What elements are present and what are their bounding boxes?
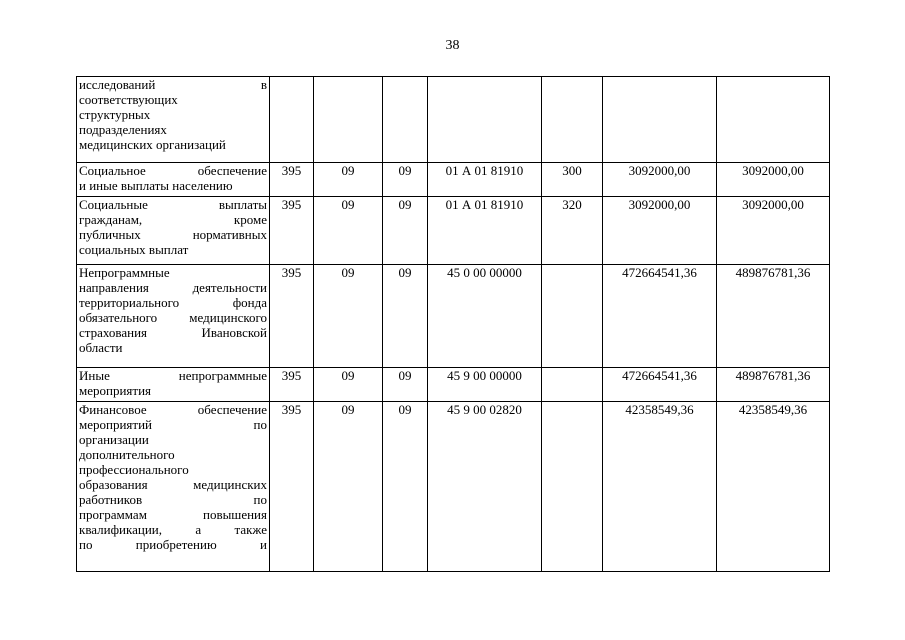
target-code-cell bbox=[428, 77, 542, 163]
amount-year1-cell: 3092000,00 bbox=[603, 197, 717, 265]
target-code-cell: 01 А 01 81910 bbox=[428, 163, 542, 197]
name-line: квалификации, а также bbox=[79, 522, 267, 537]
section-cell: 09 bbox=[314, 197, 383, 265]
section-cell bbox=[314, 77, 383, 163]
name-line: профессионального bbox=[79, 462, 189, 477]
section-cell: 09 bbox=[314, 402, 383, 572]
amount-year1-cell: 3092000,00 bbox=[603, 163, 717, 197]
amount-year2-cell bbox=[717, 77, 830, 163]
name-line: Непрограммные bbox=[79, 265, 170, 280]
target-code-cell: 45 9 00 02820 bbox=[428, 402, 542, 572]
name-line: области bbox=[79, 340, 123, 355]
name-line: мероприятий по bbox=[79, 417, 267, 432]
subsection-cell bbox=[383, 77, 428, 163]
name-line: по приобретению и bbox=[79, 537, 267, 552]
table-body bbox=[77, 77, 830, 572]
name-line: исследований в bbox=[79, 77, 267, 92]
name-line: Социальные выплаты bbox=[79, 197, 267, 212]
subsection-cell: 09 bbox=[383, 402, 428, 572]
name-line: программам повышения bbox=[79, 507, 267, 522]
subsection-cell: 09 bbox=[383, 163, 428, 197]
name-line: обязательного медицинского bbox=[79, 310, 267, 325]
amount-year1-cell: 472664541,36 bbox=[603, 265, 717, 368]
expense-type-cell bbox=[542, 368, 603, 402]
name-line: гражданам, кроме bbox=[79, 212, 267, 227]
name-line: страхования Ивановской bbox=[79, 325, 267, 340]
table-row bbox=[77, 163, 830, 197]
name-line: социальных выплат bbox=[79, 242, 189, 257]
name-line: Финансовое обеспечение bbox=[79, 402, 267, 417]
amount-year1-cell: 42358549,36 bbox=[603, 402, 717, 572]
section-cell: 09 bbox=[314, 265, 383, 368]
name-line: медицинских организаций bbox=[79, 137, 226, 152]
amount-year2-cell: 489876781,36 bbox=[717, 265, 830, 368]
target-code-cell: 01 А 01 81910 bbox=[428, 197, 542, 265]
name-line: Социальное обеспечение bbox=[79, 163, 267, 178]
name-line: и иные выплаты населению bbox=[79, 178, 233, 193]
admin-code-cell: 395 bbox=[270, 265, 314, 368]
table-row bbox=[77, 368, 830, 402]
amount-year1-cell bbox=[603, 77, 717, 163]
subsection-cell: 09 bbox=[383, 368, 428, 402]
name-line: дополнительного bbox=[79, 447, 175, 462]
name-line: организации bbox=[79, 432, 149, 447]
name-line: публичных нормативных bbox=[79, 227, 267, 242]
row-name-cell bbox=[77, 163, 270, 197]
amount-year1-cell: 472664541,36 bbox=[603, 368, 717, 402]
page-number: 38 bbox=[445, 38, 460, 53]
target-code-cell: 45 9 00 00000 bbox=[428, 368, 542, 402]
admin-code-cell bbox=[270, 77, 314, 163]
table-row bbox=[77, 77, 830, 163]
admin-code-cell: 395 bbox=[270, 368, 314, 402]
expense-type-cell: 320 bbox=[542, 197, 603, 265]
name-line: территориального фонда bbox=[79, 295, 267, 310]
section-cell: 09 bbox=[314, 368, 383, 402]
name-line: направления деятельности bbox=[79, 280, 267, 295]
name-line: структурных bbox=[79, 107, 151, 122]
amount-year2-cell: 42358549,36 bbox=[717, 402, 830, 572]
admin-code-cell: 395 bbox=[270, 163, 314, 197]
admin-code-cell: 395 bbox=[270, 402, 314, 572]
target-code-cell: 45 0 00 00000 bbox=[428, 265, 542, 368]
section-cell: 09 bbox=[314, 163, 383, 197]
table-row bbox=[77, 197, 830, 265]
row-name-cell bbox=[77, 265, 270, 368]
name-line: мероприятия bbox=[79, 383, 152, 398]
admin-code-cell: 395 bbox=[270, 197, 314, 265]
name-line: Иные непрограммные bbox=[79, 368, 267, 383]
name-line: подразделениях bbox=[79, 122, 167, 137]
name-line: соответствующих bbox=[79, 92, 178, 107]
name-line: работников по bbox=[79, 492, 267, 507]
amount-year2-cell: 489876781,36 bbox=[717, 368, 830, 402]
amount-year2-cell: 3092000,00 bbox=[717, 197, 830, 265]
table-row bbox=[77, 265, 830, 368]
expense-type-cell bbox=[542, 402, 603, 572]
budget-table bbox=[76, 76, 830, 572]
expense-type-cell: 300 bbox=[542, 163, 603, 197]
row-name-cell bbox=[77, 197, 270, 265]
row-name-cell bbox=[77, 402, 270, 572]
expense-type-cell bbox=[542, 265, 603, 368]
row-name-cell bbox=[77, 77, 270, 163]
subsection-cell: 09 bbox=[383, 197, 428, 265]
amount-year2-cell: 3092000,00 bbox=[717, 163, 830, 197]
name-line: образования медицинских bbox=[79, 477, 267, 492]
subsection-cell: 09 bbox=[383, 265, 428, 368]
table-row bbox=[77, 402, 830, 572]
row-name-cell bbox=[77, 368, 270, 402]
expense-type-cell bbox=[542, 77, 603, 163]
